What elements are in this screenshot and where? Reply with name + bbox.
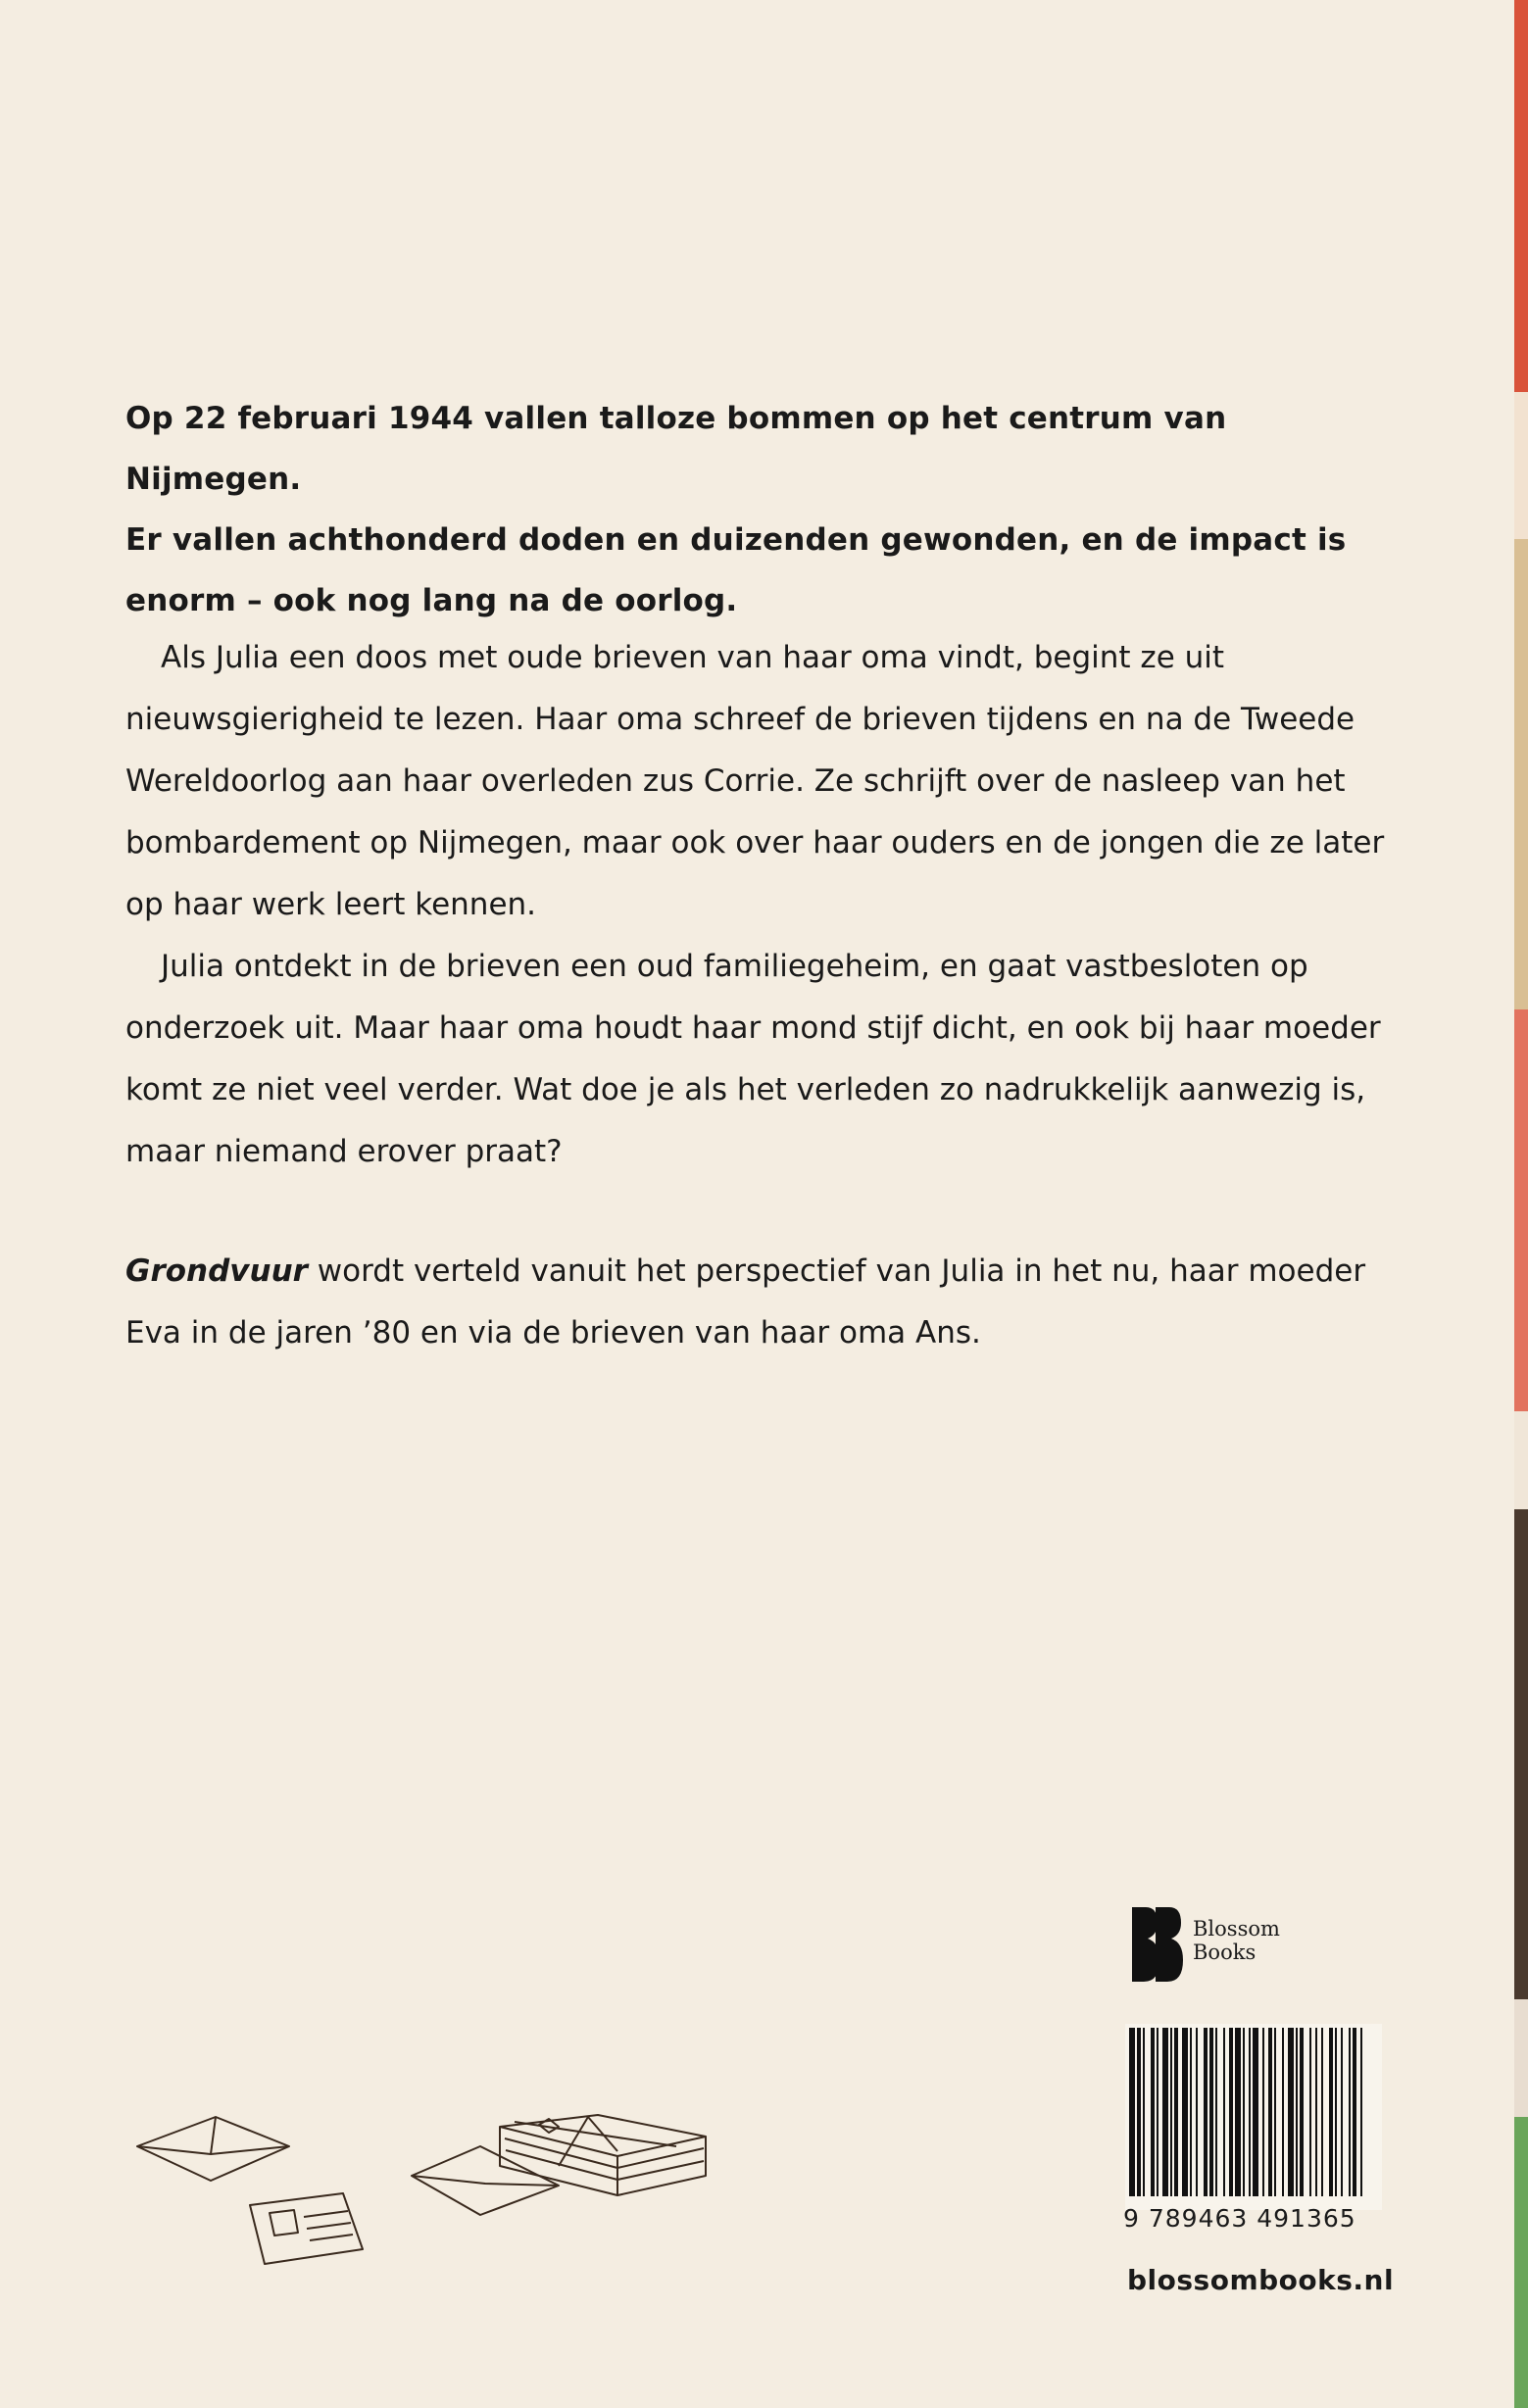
barcode-bars <box>1125 2024 1382 2200</box>
barcode-bar <box>1300 2028 1304 2196</box>
barcode-bar <box>1229 2028 1233 2196</box>
barcode-bar <box>1235 2028 1241 2196</box>
book-title: Grondvuur <box>125 1253 308 1289</box>
barcode-bar <box>1353 2028 1356 2196</box>
publisher-website: blossombooks.nl <box>1127 2264 1395 2296</box>
intro-line: Er vallen achthonderd doden en duizenden gewonden, en de impact is <box>125 522 1347 558</box>
barcode-bar <box>1296 2028 1298 2196</box>
barcode-bar <box>1349 2028 1351 2196</box>
synopsis <box>125 627 1390 1183</box>
barcode-bar <box>1335 2028 1337 2196</box>
barcode-bar <box>1309 2028 1311 2196</box>
intro-line: enorm – ook nog lang na de oorlog. <box>125 583 738 618</box>
spine-segment <box>1514 539 1528 1009</box>
barcode-bar <box>1315 2028 1317 2196</box>
barcode-bar <box>1174 2028 1178 2196</box>
isbn-barcode <box>1125 2024 1382 2210</box>
barcode-bar <box>1253 2028 1258 2196</box>
publisher-name-line1: Blossom <box>1193 1917 1280 1941</box>
barcode-bar <box>1268 2028 1272 2196</box>
barcode-bar <box>1360 2028 1362 2196</box>
barcode-bar <box>1223 2028 1225 2196</box>
barcode-bar <box>1204 2028 1208 2196</box>
synopsis-paragraph-2: Julia ontdekt in de brieven een oud familiegeheim, en gaat vastbesloten op onderzoek uit. Maar haar oma houdt haar mond stijf dicht, en ook bij haar moeder komt ze niet veel verder. Wat doe je als het verleden zo nadrukkelijk aanwezig is, maar niemand erover praat? <box>125 949 1381 1169</box>
barcode-bar <box>1162 2028 1168 2196</box>
barcode-bar <box>1129 2028 1135 2196</box>
barcode-bar <box>1196 2028 1198 2196</box>
synopsis-paragraph-1: Als Julia een doos met oude brieven van haar oma vindt, begint ze uit nieuwsgierigheid te lezen. Haar oma schreef de brieven tijdens en na de Tweede Wereldoorlog aan haar overleden zus Corrie. Ze schrijft over de nasleep van het bombardement op Nijmegen, maar ook over haar ouders en de jongen die ze later op haar werk leert kennen. <box>125 640 1385 922</box>
intro-blurb <box>125 388 1390 631</box>
publisher-name-line2: Books <box>1193 1941 1257 1964</box>
spine-segment <box>1514 2117 1528 2408</box>
barcode-bar <box>1151 2028 1155 2196</box>
closing-paragraph <box>125 1241 1390 1364</box>
barcode-bar <box>1190 2028 1192 2196</box>
barcode-bar <box>1137 2028 1141 2196</box>
barcode-bar <box>1329 2028 1333 2196</box>
barcode-bar <box>1262 2028 1264 2196</box>
spine-segment <box>1514 1009 1528 1411</box>
barcode-bar <box>1288 2028 1294 2196</box>
blossom-books-logo-icon <box>1130 1905 1183 1984</box>
barcode-bar <box>1143 2028 1145 2196</box>
barcode-bar <box>1341 2028 1343 2196</box>
spine-segment <box>1514 1999 1528 2117</box>
spine-segment <box>1514 1411 1528 1509</box>
barcode-bar <box>1274 2028 1276 2196</box>
barcode-bar <box>1282 2028 1284 2196</box>
barcode-bar <box>1321 2028 1323 2196</box>
barcode-bar <box>1249 2028 1251 2196</box>
barcode-bar <box>1170 2028 1172 2196</box>
closing-text: wordt verteld vanuit het perspectief van Julia in het nu, haar moeder Eva in de jaren ’80 en via de brieven van haar oma Ans. <box>125 1253 1366 1351</box>
spine-edge <box>1514 0 1528 2408</box>
barcode-bar <box>1157 2028 1158 2196</box>
spine-segment <box>1514 1509 1528 1999</box>
spine-segment <box>1514 0 1528 392</box>
barcode-bar <box>1243 2028 1245 2196</box>
spine-segment <box>1514 392 1528 539</box>
intro-line: Op 22 februari 1944 vallen talloze bommen op het centrum van Nijmegen. <box>125 401 1227 497</box>
barcode-bar <box>1209 2028 1213 2196</box>
barcode-bar <box>1215 2028 1217 2196</box>
letters-illustration <box>127 2107 735 2293</box>
publisher-logo <box>1130 1905 1306 1984</box>
barcode-bar <box>1182 2028 1188 2196</box>
isbn-number: 9 789463 491365 <box>1123 2204 1356 2233</box>
